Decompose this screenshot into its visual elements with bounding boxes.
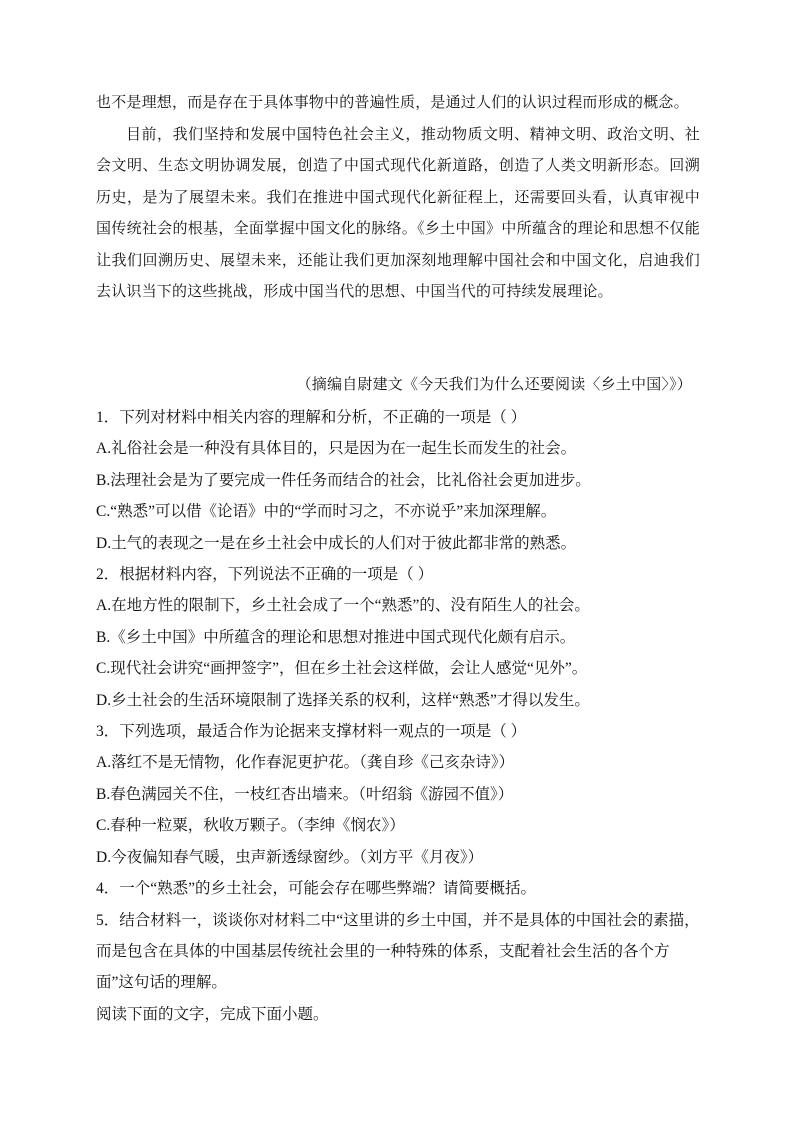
question-1-option-b: B.法理社会是为了要完成一件任务而结合的社会，比礼俗社会更加进步。 — [96, 471, 591, 489]
question-3-stem: 3．下列选项，最适合作为论据来支撑材料一观点的一项是（ ） — [96, 723, 527, 741]
next-section-instruction: 阅读下面的文字，完成下面小题。 — [96, 1005, 329, 1023]
question-2-option-d: D.乡土社会的生活环境限制了选择关系的权利，这样“熟悉”才得以发生。 — [96, 691, 590, 709]
question-2-option-b: B.《乡土中国》中所蕴含的理论和思想对推进中国式现代化颇有启示。 — [96, 628, 576, 646]
reading-passage — [96, 87, 700, 308]
question-3-option-b: B.春色满园关不住，一枝红杏出墙来。（叶绍翁《游园不值》） — [96, 785, 514, 803]
passage-paragraph-1-end: 也不是理想，而是存在于具体事物中的普遍性质，是通过人们的认识过程而形成的概念。 — [96, 93, 689, 111]
question-5: 5．结合材料一，谈谈你对材料二中“这里讲的乡土中国，并不是具体的中国社会的素描，而是包含在具体的中国基层传统社会里的一种特殊的体系，支配着社会生活的各个方面”这句话的理解。 — [96, 911, 700, 992]
question-1-option-d: D.土气的表现之一是在乡土社会中成长的人们对于彼此都非常的熟悉。 — [96, 534, 577, 552]
question-1-option-c: C.“熟悉”可以借《论语》中的“学而时习之，不亦说乎”来加深理解。 — [96, 503, 557, 521]
passage-source: （摘编自尉建文《今天我们为什么还要阅读〈乡土中国〉》） — [296, 375, 692, 393]
question-3-option-a: A.落红不是无情物，化作春泥更护花。（龚自珍《己亥杂诗》） — [96, 754, 515, 772]
question-1-option-a: A.礼俗社会是一种没有具体目的，只是因为在一起生长而发生的社会。 — [96, 440, 577, 458]
question-3-option-c: C.春种一粒粟，秋收万颗子。（李绅《悯农》） — [96, 817, 405, 835]
question-2-option-a: A.在地方性的限制下，乡土社会成了一个“熟悉”的、没有陌生人的社会。 — [96, 597, 590, 615]
question-4: 4．一个“熟悉”的乡土社会，可能会存在哪些弊端？请简要概括。 — [96, 880, 537, 898]
question-2-option-c: C.现代社会讲究“画押签字”，但在乡土社会这样做，会让人感觉“见外”。 — [96, 660, 588, 678]
question-2-stem: 2．根据材料内容，下列说法不正确的一项是（ ） — [96, 566, 434, 584]
question-1-stem: 1．下列对材料中相关内容的理解和分析，不正确的一项是（ ） — [96, 409, 527, 426]
passage-paragraph-2: 目前，我们坚持和发展中国特色社会主义，推动物质文明、精神文明、政治文明、社会文明、生态文明协调发展，创造了中国式现代化新道路，创造了人类文明新形态。回溯历史，是为了展望未来。我们在推进中国式现代化新征程上，还需要回头看，认真审视中国传统社会的根基，全面掌握中国文化的脉络。《乡土中国》中所蕴含的理论和思想不仅能让我们回溯历史、展望未来，还能让我们更加深刻地理解中国社会和中国文化，启迪我们去认识当下的这些挑战，形成中国当代的思想、中国当代的可持续发展理论。 — [96, 124, 700, 300]
question-list — [96, 402, 700, 1030]
question-3-option-d: D.今夜偏知春气暖，虫声新透绿窗纱。（刘方平《月夜》） — [96, 848, 484, 866]
